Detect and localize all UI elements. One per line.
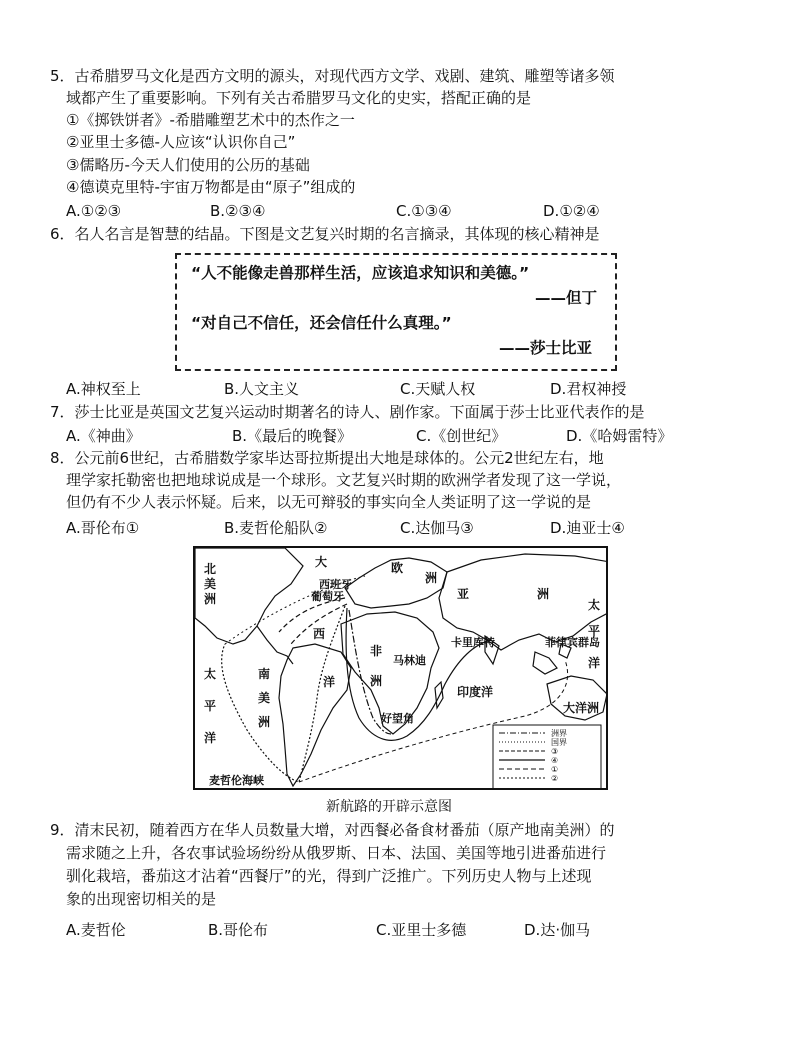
route-dagama (346, 608, 494, 740)
quote-dante-author: ——但丁 (535, 289, 598, 307)
q8-option-d: D.迪亚士④ (550, 519, 625, 537)
legend-box (493, 725, 601, 789)
route-columbus (279, 598, 345, 632)
q7-option-c: C.《创世纪》 (416, 427, 507, 445)
q6-stem: 6．名人名言是智慧的结晶。下图是文艺复兴时期的名言摘录，其体现的核心精神是 (50, 225, 600, 243)
q6-option-a: A.神权至上 (66, 380, 141, 398)
label-pacific-left: 太 平 洋 (203, 667, 216, 745)
label-atlantic-xi: 西 (313, 627, 326, 641)
q7-option-a: A.《神曲》 (66, 427, 141, 445)
q6-option-b: B.人文主义 (224, 380, 300, 398)
label-indian-ocean: 印度洋 (457, 685, 494, 699)
label-pacific-right-tai: 太 (587, 598, 600, 612)
q9-option-d: D.达·伽马 (524, 921, 591, 939)
quote-shakespeare: “对自己不信任，还会信任什么真理。” (191, 314, 452, 332)
q9-option-c: C.亚里士多德 (376, 921, 467, 939)
label-africa: 非 洲 (369, 644, 382, 688)
quote-dante: “人不能像走兽那样生活，应该追求知识和美德。” (191, 264, 530, 282)
legend-label-2: 国界 (551, 738, 567, 747)
new-routes-map (193, 546, 608, 790)
q7-option-b: B.《最后的晚餐》 (232, 427, 353, 445)
label-pacific-right-ping: 平 (587, 624, 600, 638)
quote-box (175, 253, 617, 371)
label-asia-zhou: 洲 (537, 587, 550, 601)
legend-label-6: ② (551, 774, 559, 783)
label-europe-zhou: 洲 (425, 571, 438, 585)
q9-option-a: A.麦哲伦 (66, 921, 126, 939)
q6-option-d: D.君权神授 (550, 380, 627, 398)
label-oceania: 大洋洲 (563, 701, 600, 715)
legend-label-4: ④ (551, 756, 559, 765)
q8-stem-line1: 8．公元前6世纪，古希腊数学家毕达哥拉斯提出大地是球体的。公元2世纪左右，地 (50, 449, 604, 467)
label-europe-ou: 欧 (391, 561, 404, 575)
q5-stem-line1: 5．古希腊罗马文化是西方文明的源头，对现代西方文学、戏剧、建筑、雕塑等诸多领 (50, 67, 615, 85)
q8-option-c: C.达伽马③ (400, 519, 474, 537)
q5-option-a: A.①②③ (66, 202, 122, 220)
label-philippines: 菲律宾群岛 (545, 636, 600, 649)
label-asia-ya: 亚 (457, 587, 470, 601)
quote-shakespeare-author: ——莎士比亚 (499, 339, 593, 357)
legend-label-1: 洲界 (551, 729, 567, 738)
label-spain: 西班牙 (319, 578, 352, 591)
label-pacific-right-yang: 洋 (587, 656, 600, 670)
map-caption: 新航路的开辟示意图 (326, 799, 452, 815)
q8-stem-line2: 理学家托勒密也把地球说成是一个球形。文艺复兴时期的欧洲学者发现了这一学说， (66, 471, 622, 489)
label-atlantic-da: 大 (315, 555, 328, 569)
legend-label-3: ③ (551, 747, 559, 756)
label-atlantic-yang: 洋 (323, 675, 336, 689)
label-portugal: 葡萄牙 (311, 590, 344, 603)
q5-item-4: ④德谟克里特-宇宙万物都是由“原子”组成的 (66, 178, 356, 196)
route-magellan (222, 606, 345, 782)
q9-option-b: B.哥伦布 (208, 921, 269, 939)
label-cape: 好望角 (381, 712, 414, 725)
madagascar (435, 682, 443, 708)
q5-item-1: ①《掷铁饼者》-希腊雕塑艺术中的杰作之一 (66, 111, 355, 129)
q5-item-3: ③儒略历-今天人们使用的公历的基础 (66, 156, 310, 174)
q9-stem-line3: 驯化栽培，番茄这才沾着“西餐厅”的光，得到广泛推广。下列历史人物与上述现 (66, 867, 592, 885)
q5-option-c: C.①③④ (396, 202, 452, 220)
south-america-landmass (279, 644, 351, 786)
q5-item-2: ②亚里士多德-人应该“认识你自己” (66, 133, 296, 151)
q7-stem: 7．莎士比亚是英国文艺复兴运动时期著名的诗人、剧作家。下面属于莎士比亚代表作的是 (50, 403, 645, 421)
q5-option-d: D.①②④ (543, 202, 600, 220)
q9-stem-line1: 9．清末民初，随着西方在华人员数量大增，对西餐必备食材番茄（原产地南美洲）的 (50, 821, 615, 839)
q8-option-a: A.哥伦布① (66, 519, 140, 537)
q6-option-c: C.天赋人权 (400, 380, 476, 398)
q5-option-b: B.②③④ (210, 202, 266, 220)
label-calicut: 卡里库特 (451, 636, 495, 649)
q9-stem-line4: 象的出现密切相关的是 (66, 890, 217, 908)
q9-stem-line2: 需求随之上升，各农事试验场纷纷从俄罗斯、日本、法国、美国等地引进番茄进行 (66, 844, 607, 862)
q5-stem-line2: 域都产生了重要影响。下列有关古希腊罗马文化的史实，搭配正确的是 (66, 89, 532, 107)
q8-stem-line3: 但仍有不少人表示怀疑。后来，以无可辩驳的事实向全人类证明了这一学说的是 (66, 493, 592, 511)
label-north-america: 北 美 洲 (203, 562, 216, 606)
label-magellan-strait: 麦哲伦海峡 (209, 774, 264, 787)
q8-option-b: B.麦哲伦船队② (224, 519, 328, 537)
q7-option-d: D.《哈姆雷特》 (566, 427, 673, 445)
legend-label-5: ① (551, 765, 559, 774)
label-south-america: 南 美 洲 (257, 667, 270, 729)
label-malindi: 马林迪 (393, 654, 426, 667)
